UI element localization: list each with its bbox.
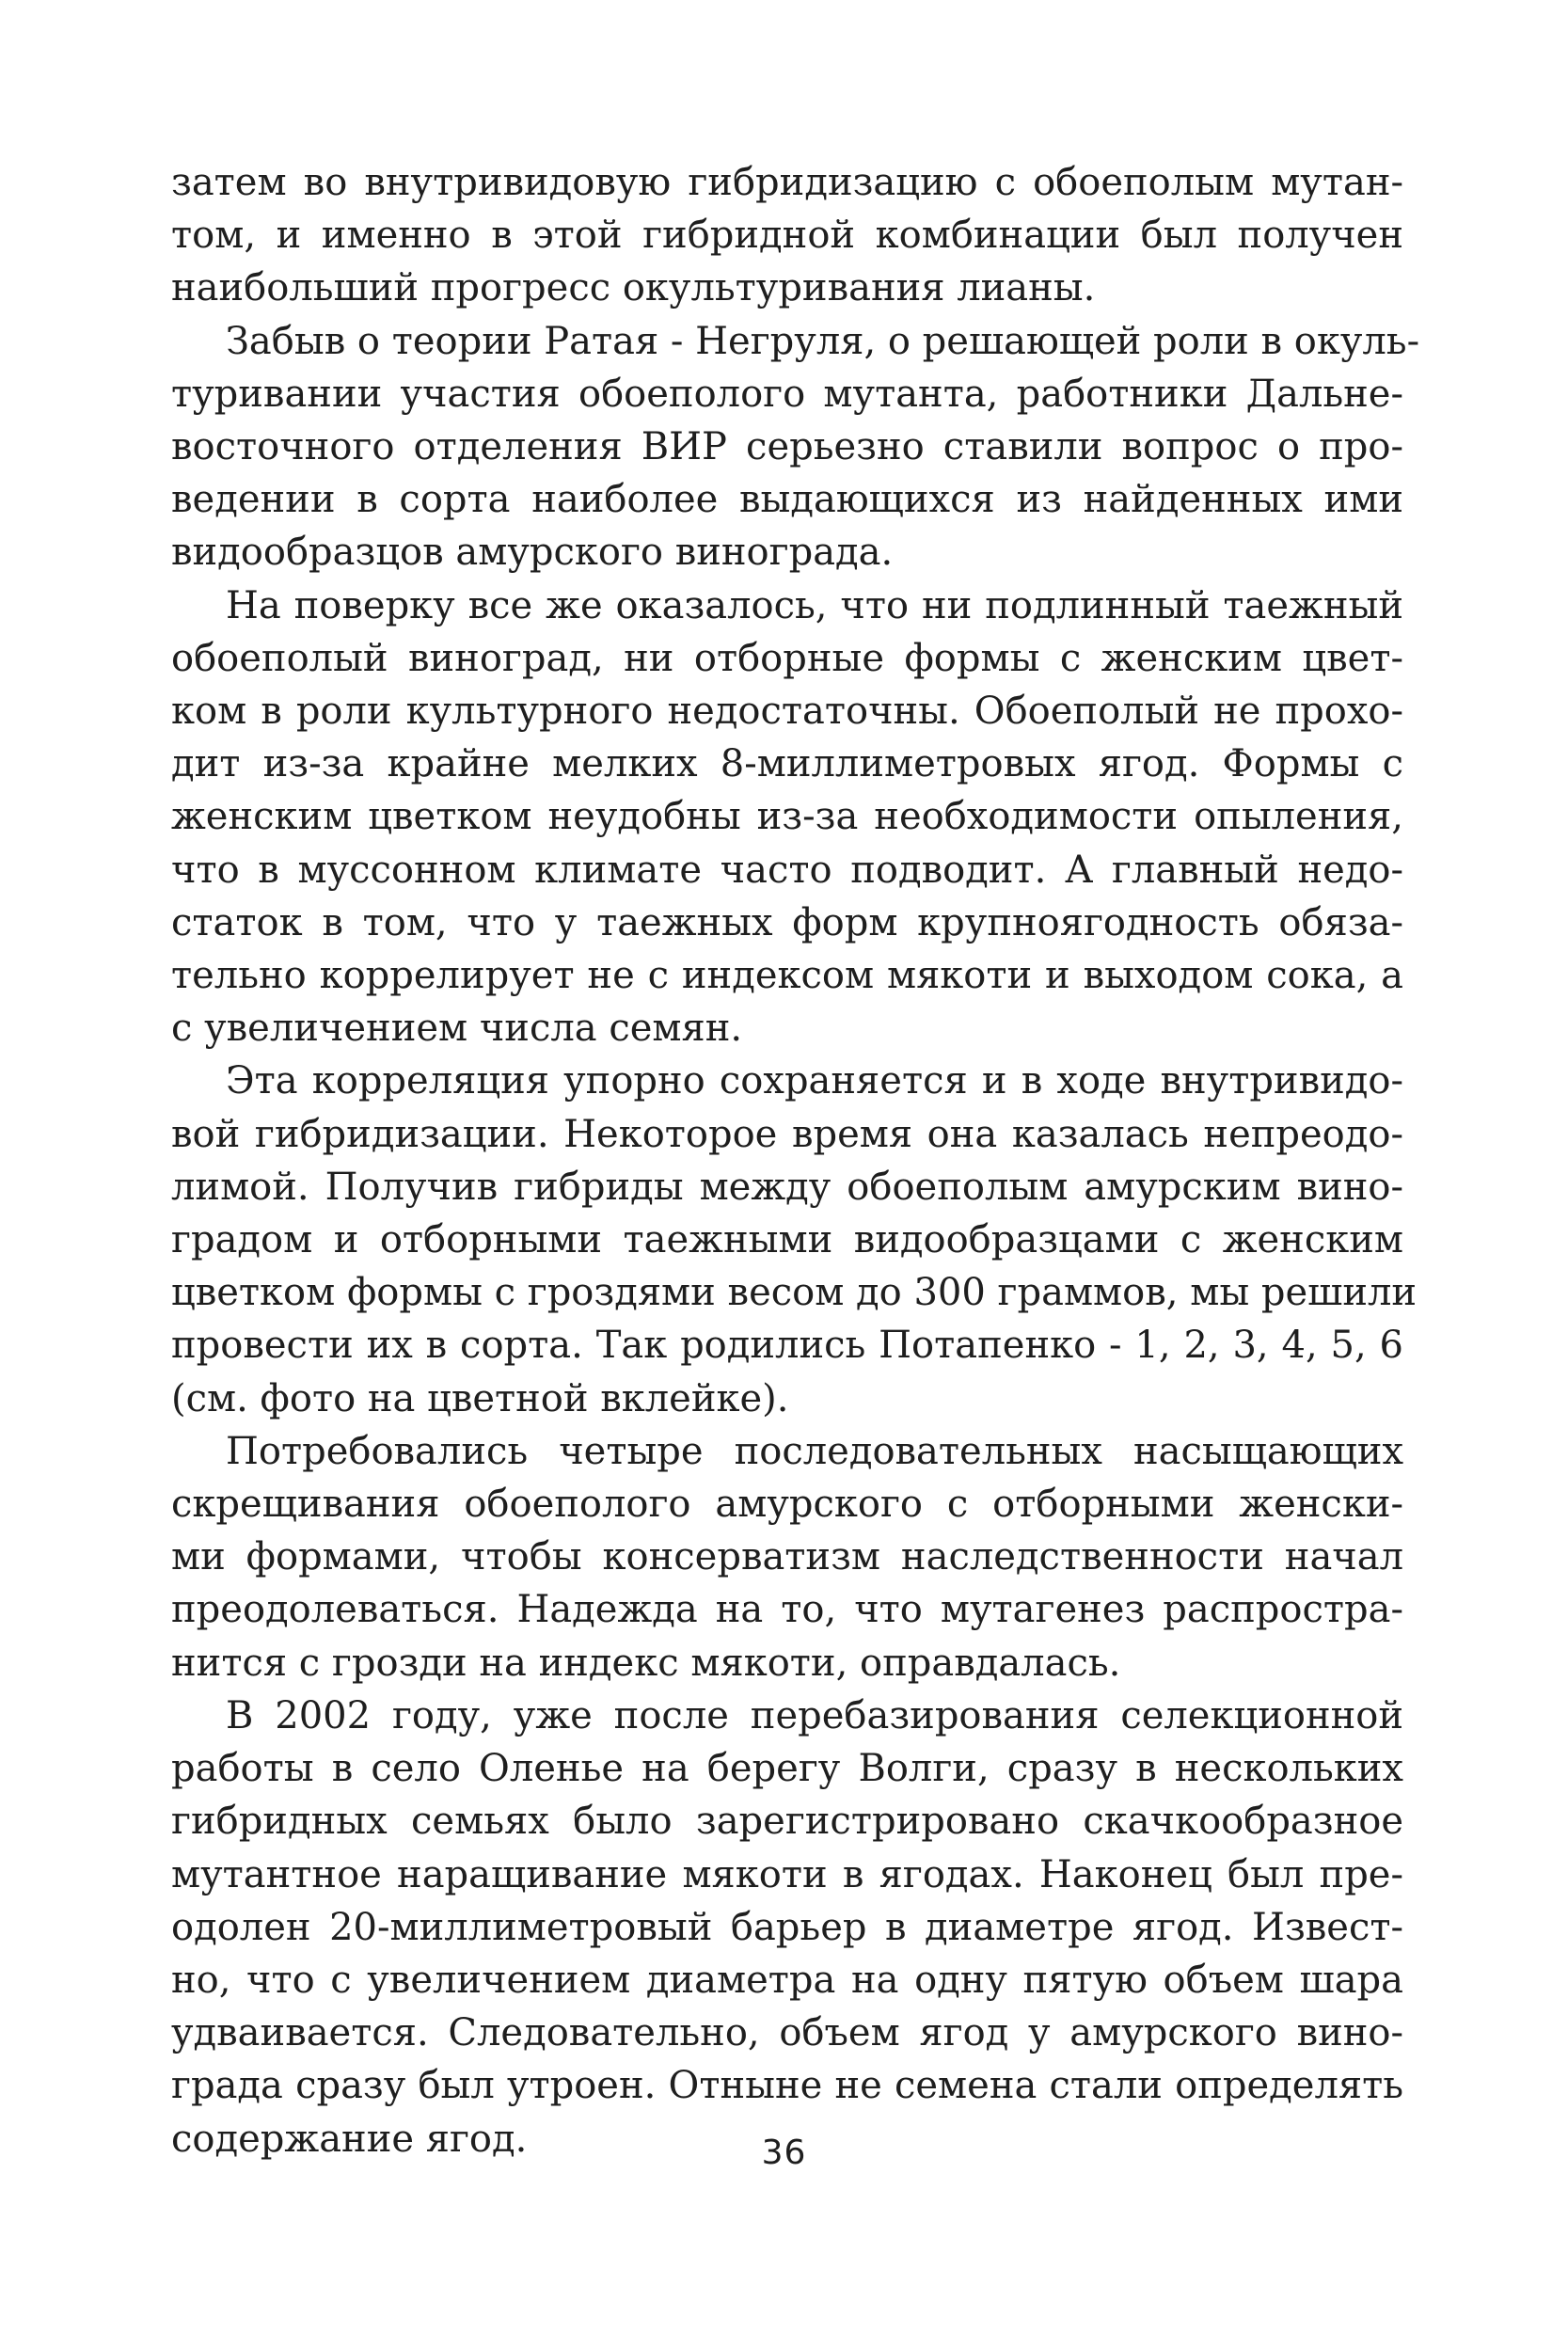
text-line: одолен 20-миллиметровый барьер в диаметре ягод. Извест- — [171, 1905, 1403, 1949]
paragraph-2 — [171, 315, 1420, 579]
text-line: Потребовались четыре последовательных насыщающих — [226, 1429, 1403, 1473]
page-number: 36 — [761, 2134, 807, 2172]
text-line: провести их в сорта. Так родились Потапенко - 1, 2, 3, 4, 5, 6 — [171, 1324, 1403, 1368]
text-line: Эта корреляция упорно сохраняется и в ходе внутривидо- — [226, 1059, 1403, 1103]
text-line: градом и отборными таежными видообразцами с женским — [171, 1218, 1403, 1262]
text-line: но, что с увеличением диаметра на одну пятую объем шара — [171, 1958, 1403, 2002]
text-line: что в муссонном климате часто подводит. А главный недо- — [171, 848, 1403, 892]
page-body — [171, 156, 1420, 2165]
text-line: туривании участия обоеполого мутанта, работники Дальне- — [171, 372, 1403, 416]
paragraph-4 — [171, 1055, 1418, 1424]
text-line: видообразцов амурского винограда. — [171, 531, 894, 575]
text-line: ми формами, чтобы консерватизм наследственности начал — [171, 1535, 1403, 1579]
text-line: (см. фото на цветной вклейке). — [171, 1376, 789, 1420]
text-line: с увеличением числа семян. — [171, 1007, 743, 1051]
text-line: затем во внутривидовую гибридизацию с обоеполым мутан- — [171, 161, 1403, 204]
text-line: обоеполый виноград, ни отборные формы с женским цвет- — [171, 636, 1403, 680]
text-line: Забыв о теории Ратая - Негруля, о решающей роли в окуль- — [226, 319, 1420, 363]
text-line: ком в роли культурного недостаточны. Обоеполый не прохо- — [171, 690, 1403, 734]
text-line: статок в том, что у таежных форм крупноягодность обяза- — [171, 900, 1403, 944]
text-line: тельно коррелирует не с индексом мякоти и выходом сока, а — [171, 954, 1403, 998]
text-line: ведении в сорта наиболее выдающихся из найденных ими — [171, 478, 1403, 522]
text-line: наибольший прогресс окультуривания лианы. — [171, 266, 1096, 310]
paragraph-6 — [171, 1690, 1403, 2165]
text-line: нится с грозди на индекс мякоти, оправдалась. — [171, 1641, 1121, 1685]
text-line: В 2002 году, уже после перебазирования селекционной — [226, 1693, 1403, 1737]
paragraph-1 — [171, 156, 1403, 315]
text-line: вой гибридизации. Некоторое время она казалась непреодо- — [171, 1112, 1403, 1156]
paragraph-5 — [171, 1425, 1403, 1690]
text-line: скрещивания обоеполого амурского с отборными женски- — [171, 1483, 1403, 1527]
text-line: гибридных семьях было зарегистрировано скачкообразное — [171, 1800, 1403, 1844]
text-line: На поверку все же оказалось, что ни подлинный таежный — [226, 583, 1403, 627]
text-line: дит из-за крайне мелких 8-миллиметровых ягод. Формы с — [171, 742, 1403, 786]
text-line: работы в село Оленье на берегу Волги, сразу в нескольких — [171, 1747, 1403, 1791]
text-line: мутантное наращивание мякоти в ягодах. Наконец был пре- — [171, 1852, 1403, 1896]
text-line: том, и именно в этой гибридной комбинации был получен — [171, 214, 1403, 258]
text-line: лимой. Получив гибриды между обоеполым амурским вино- — [171, 1165, 1403, 1209]
text-line: цветком формы с гроздями весом до 300 граммов, мы решили — [171, 1271, 1418, 1315]
text-line: содержание ягод. — [171, 2117, 528, 2161]
text-line: града сразу был утроен. Отныне не семена стали определять — [171, 2064, 1403, 2108]
text-line: преодолеваться. Надежда на то, что мутагенез распростра- — [171, 1588, 1403, 1632]
text-line: женским цветком неудобны из-за необходимости опыления, — [171, 795, 1403, 839]
paragraph-3 — [171, 579, 1403, 1055]
text-line: восточного отделения ВИР серьезно ставили вопрос о про- — [171, 425, 1403, 469]
text-line: удваивается. Следовательно, объем ягод у амурского вино- — [171, 2011, 1403, 2055]
